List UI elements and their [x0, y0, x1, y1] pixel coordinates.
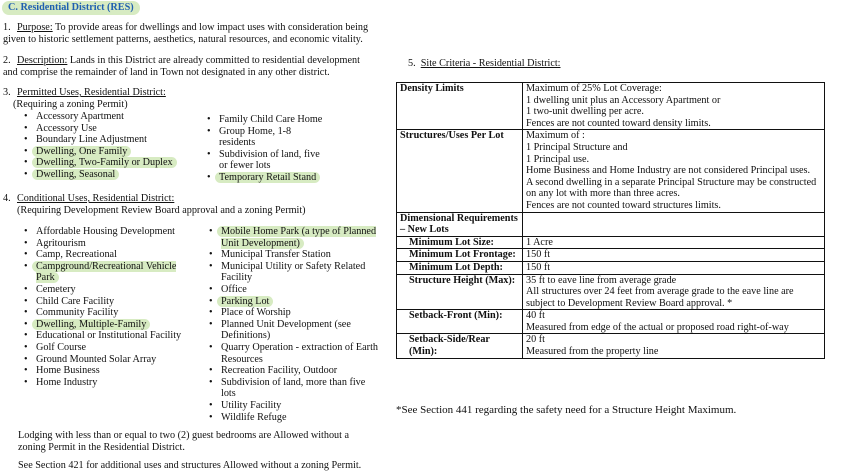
- list-item: • Family Child Care Home: [205, 114, 325, 126]
- purpose-section: 1. Purpose: To provide areas for dwellings and low impact uses with consideration being given to historic settlement patterns, aesthetics, natural resources, and economic vitality.: [3, 22, 369, 45]
- list-item: • Subdivision of land, more than five lots: [207, 377, 379, 400]
- list-item: • Home Business: [22, 365, 200, 377]
- list-item: • Accessory Use: [22, 123, 197, 135]
- list-item: • Affordable Housing Development: [22, 226, 200, 238]
- list-item: • Dwelling, Multiple-Family: [22, 319, 200, 331]
- setback-side-label: Setback-Side/Rear (Min):: [397, 334, 523, 358]
- structures-label: Structures/Uses Per Lot: [397, 130, 523, 212]
- site-criteria-heading: 5. Site Criteria - Residential District:: [408, 58, 561, 69]
- setback-side-value: 20 ft Measured from the property line: [523, 334, 825, 358]
- dimensional-value: [523, 212, 825, 236]
- list-item: • Temporary Retail Stand: [205, 172, 325, 184]
- table-row: [397, 334, 825, 358]
- table-row: [397, 249, 825, 262]
- site-criteria-label: Site Criteria - Residential District:: [420, 58, 561, 69]
- list-item: • Boundary Line Adjustment: [22, 134, 197, 146]
- list-item: • Child Care Facility: [22, 296, 200, 308]
- list-item: • Golf Course: [22, 342, 200, 354]
- table-row: [397, 310, 825, 334]
- description-section: 2. Description: Lands in this District are already committed to residential development and comprise the remainder of land in Town not designated in any other district.: [3, 55, 360, 78]
- list-item: • Cemetery: [22, 284, 200, 296]
- list-item: • Educational or Institutional Facility: [22, 330, 200, 342]
- description-label: Description:: [17, 55, 68, 66]
- list-item: • Planned Unit Development (see Definitions): [207, 319, 379, 342]
- list-item: • Place of Worship: [207, 307, 379, 319]
- list-item: • Group Home, 1-8 residents: [205, 126, 325, 149]
- list-item: • Subdivision of land, five or fewer lots: [205, 149, 325, 172]
- table-row: [397, 130, 825, 212]
- structures-value: Maximum of : 1 Principal Structure and 1 Principal use. Home Business and Home Industry are not considered Principal uses. A second dwelling in a separate Principal Structure may be constructed on any lot with more than three acres. Fences are not counted toward structures limits.: [523, 130, 825, 212]
- list-item: • Accessory Apartment: [22, 111, 197, 123]
- permitted-uses-col2: [205, 114, 325, 184]
- dimensional-label: Dimensional Requirements – New Lots: [397, 212, 523, 236]
- list-item: • Dwelling, Two-Family or Duplex: [22, 157, 197, 169]
- list-item: • Mobile Home Park (a type of Planned Unit Development): [207, 226, 379, 249]
- list-item: • Camp, Recreational: [22, 249, 200, 261]
- table-row: [397, 236, 825, 249]
- list-item: • Recreation Facility, Outdoor: [207, 365, 379, 377]
- setback-front-label: Setback-Front (Min):: [397, 310, 523, 334]
- list-item: • Dwelling, One Family: [22, 146, 197, 158]
- permitted-uses-heading: 3. Permitted Uses, Residential District: (Requiring a zoning Permit): [3, 87, 166, 110]
- depth-label: Minimum Lot Depth:: [397, 261, 523, 274]
- description-text: Lands in this District are already committed to residential development and comprise the remainder of land in Town not designated in any other district.: [3, 55, 360, 78]
- conditional-uses-col1: [22, 226, 200, 388]
- permitted-uses-col1: [22, 111, 197, 181]
- conditional-uses-label: Conditional Uses, Residential District:: [17, 193, 175, 204]
- permitted-uses-label: Permitted Uses, Residential District:: [17, 87, 166, 98]
- conditional-uses-heading: 4. Conditional Uses, Residential District: (Requiring Development Review Board approval and a zoning Permit): [3, 193, 306, 216]
- height-value: 35 ft to eave line from average grade All structures over 24 feet from average grade to the eave line are subject to Development Review Board approval. *: [523, 274, 825, 310]
- list-item: • Dwelling, Seasonal: [22, 169, 197, 181]
- conditional-uses-sub: (Requiring Development Review Board approval and a zoning Permit): [17, 204, 306, 216]
- table-row: [397, 83, 825, 130]
- permitted-uses-sub: (Requiring a zoning Permit): [13, 98, 128, 110]
- list-item: • Home Industry: [22, 377, 200, 389]
- section421-note: See Section 421 for additional uses and structures Allowed without a zoning Permit.: [18, 460, 362, 471]
- height-footnote: *See Section 441 regarding the safety need for a Structure Height Maximum.: [396, 404, 737, 416]
- list-item: • Utility Facility: [207, 400, 379, 412]
- list-item: • Office: [207, 284, 379, 296]
- list-item: • Municipal Transfer Station: [207, 249, 379, 261]
- frontage-value: 150 ft: [523, 249, 825, 262]
- list-item: • Community Facility: [22, 307, 200, 319]
- list-item: • Ground Mounted Solar Array: [22, 354, 200, 366]
- height-label: Structure Height (Max):: [397, 274, 523, 310]
- purpose-text: To provide areas for dwellings and low impact uses with consideration being given to historic settlement patterns, aesthetics, natural resources, and economic vitality.: [3, 22, 369, 45]
- setback-front-value: 40 ft Measured from edge of the actual or proposed road right-of-way: [523, 310, 825, 334]
- list-item: • Quarry Operation - extraction of Earth Resources: [207, 342, 379, 365]
- lot-size-value: 1 Acre: [523, 236, 825, 249]
- frontage-label: Minimum Lot Frontage:: [397, 249, 523, 262]
- purpose-label: Purpose:: [17, 22, 53, 33]
- site-criteria-table: [396, 82, 825, 359]
- list-item: • Wildlife Refuge: [207, 412, 379, 424]
- table-row: [397, 261, 825, 274]
- district-title: C. Residential District (RES): [2, 1, 140, 15]
- list-item: • Agritourism: [22, 238, 200, 250]
- table-row: [397, 274, 825, 310]
- list-item: • Parking Lot: [207, 296, 379, 308]
- conditional-uses-col2: [207, 226, 379, 423]
- lot-size-label: Minimum Lot Size:: [397, 236, 523, 249]
- table-row: [397, 212, 825, 236]
- density-label: Density Limits: [397, 83, 523, 130]
- depth-value: 150 ft: [523, 261, 825, 274]
- list-item: • Campground/Recreational Vehicle Park: [22, 261, 200, 284]
- list-item: • Municipal Utility or Safety Related Facility: [207, 261, 379, 284]
- lodging-note: Lodging with less than or equal to two (2) guest bedrooms are Allowed without a zoning Permit in the Residential District.: [18, 430, 350, 453]
- density-value: Maximum of 25% Lot Coverage: 1 dwelling unit plus an Accessory Apartment or 1 two-unit dwelling per acre. Fences are not counted toward density limits.: [523, 83, 825, 130]
